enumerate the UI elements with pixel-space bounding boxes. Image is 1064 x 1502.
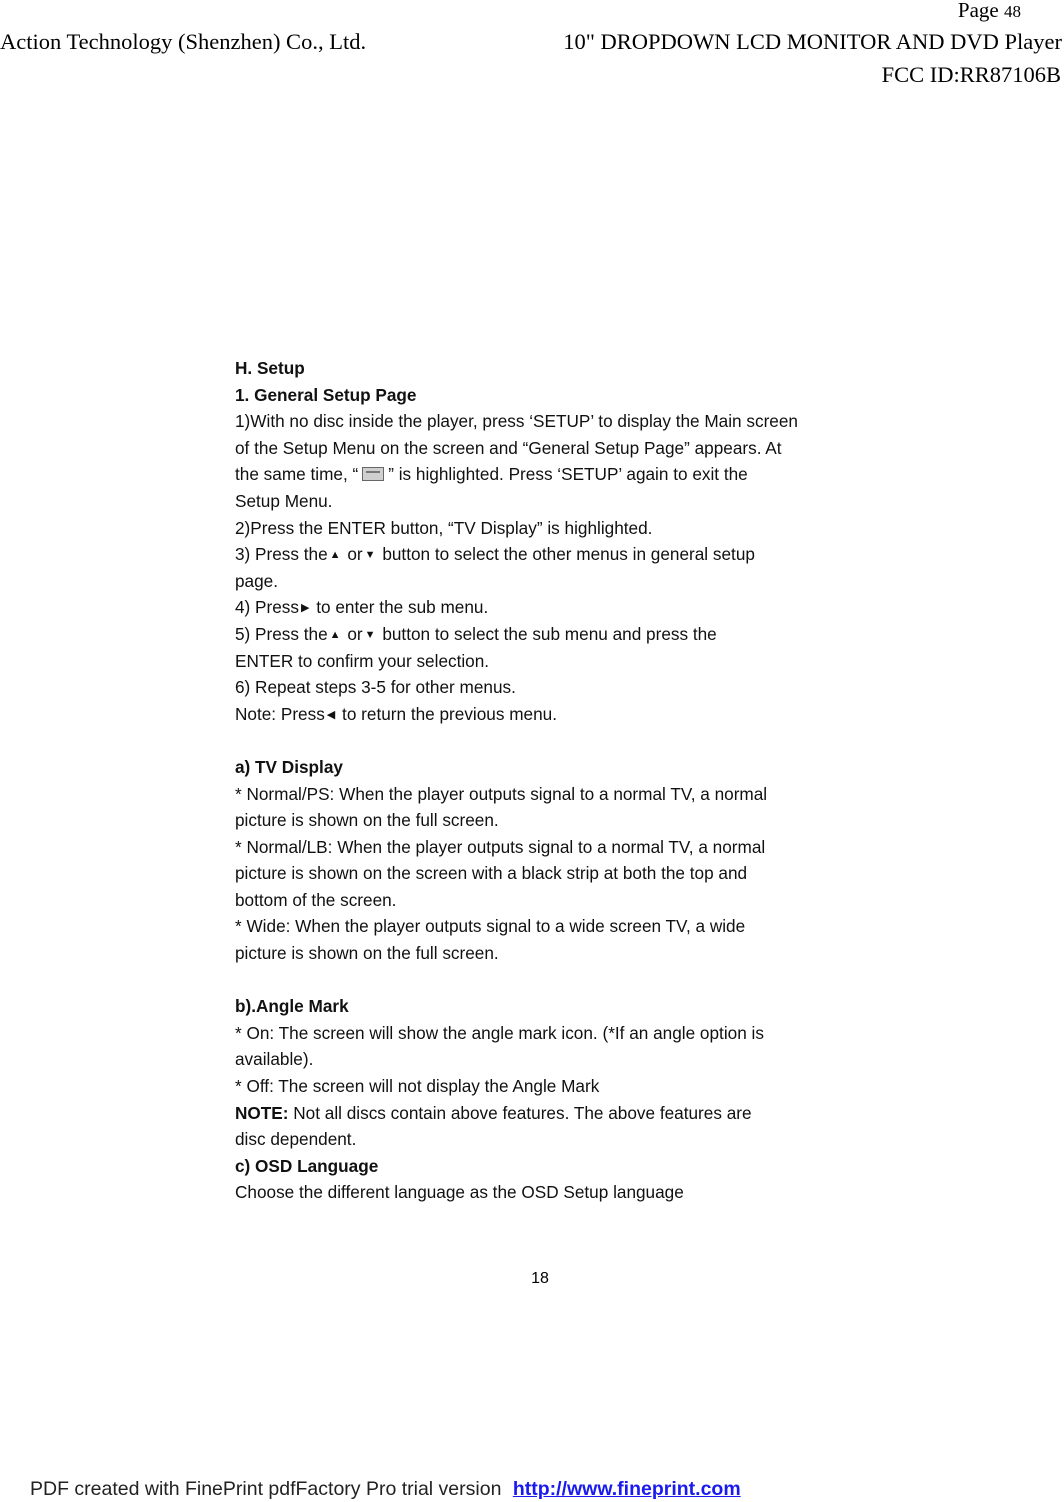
manual-page-number: 18 [531, 1270, 549, 1287]
text-fragment: ” is highlighted. Press ‘SETUP’ again to exit the [388, 464, 748, 485]
down-triangle-icon: ▼ [364, 628, 376, 641]
fineprint-link[interactable]: http://www.fineprint.com [512, 1478, 741, 1500]
text-fragment: Note: Press [235, 703, 325, 724]
text-fragment: to enter the sub menu. [316, 597, 489, 618]
setup-menu-icon [362, 467, 384, 481]
body-line: 6) Repeat steps 3-5 for other menus. [235, 677, 516, 698]
up-triangle-icon: ▲ [329, 628, 341, 641]
text-fragment: the same time, “ [235, 464, 359, 485]
body-line: picture is shown on the full screen. [235, 810, 499, 831]
down-triangle-icon: ▼ [364, 549, 376, 562]
pdf-footer [30, 1478, 741, 1501]
body-line [235, 461, 847, 488]
up-triangle-icon: ▲ [329, 549, 341, 562]
body-line: disc dependent. [235, 1129, 357, 1150]
subsection-heading: 1. General Setup Page [235, 384, 417, 405]
body-line [235, 701, 847, 728]
spacer [235, 967, 847, 994]
page-number: 48 [1004, 2, 1021, 21]
text-fragment: button to select the sub menu and press the [382, 623, 717, 644]
note-label: NOTE: [235, 1102, 289, 1123]
right-triangle-icon: ▶ [301, 602, 310, 615]
section-heading: H. Setup [235, 358, 305, 378]
body-line: available). [235, 1049, 314, 1070]
text-fragment: or [347, 623, 363, 644]
body-line: Setup Menu. [235, 490, 333, 511]
body-line: 1)With no disc inside the player, press ‘SETUP’ to display the Main screen [235, 411, 798, 432]
footer-text: PDF created with FinePrint pdfFactory Pro trial version [30, 1478, 502, 1500]
text-fragment: 4) Press [235, 597, 299, 618]
body-line: * Off: The screen will not display the Angle Mark [235, 1076, 600, 1097]
body-line: bottom of the screen. [235, 889, 397, 910]
body-line: picture is shown on the screen with a black strip at both the top and [235, 863, 748, 884]
product-title: 10" DROPDOWN LCD MONITOR AND DVD Player [563, 29, 1062, 54]
left-triangle-icon: ◀ [326, 708, 336, 721]
spacer [235, 727, 847, 754]
body-line: page. [235, 570, 279, 591]
manual-page-content [235, 355, 847, 1206]
subsection-heading: c) OSD Language [235, 1155, 379, 1176]
body-line: * On: The screen will show the angle mark icon. (*If an angle option is [235, 1022, 764, 1043]
text-fragment: 3) Press the [235, 544, 328, 565]
body-line: picture is shown on the full screen. [235, 943, 499, 964]
fcc-id: FCC ID:RR87106B [881, 62, 1061, 87]
subsection-heading: b).Angle Mark [235, 996, 349, 1017]
body-line [235, 594, 847, 621]
note-text: Not all discs contain above features. The above features are [288, 1102, 752, 1123]
body-line: * Normal/PS: When the player outputs signal to a normal TV, a normal [235, 783, 768, 804]
subsection-heading: a) TV Display [235, 756, 343, 777]
text-fragment: button to select the other menus in general setup [382, 544, 755, 565]
text-fragment: to return the previous menu. [342, 703, 558, 724]
body-line: * Wide: When the player outputs signal to a wide screen TV, a wide [235, 916, 746, 937]
header-page-label [958, 0, 1021, 23]
text-fragment: 5) Press the [235, 623, 328, 644]
body-line [235, 541, 847, 568]
body-line [235, 621, 847, 648]
page-label: Page [957, 0, 999, 22]
body-line: ENTER to confirm your selection. [235, 650, 490, 671]
body-line: * Normal/LB: When the player outputs signal to a normal TV, a normal [235, 836, 766, 857]
note-line [235, 1100, 847, 1127]
body-line: of the Setup Menu on the screen and “General Setup Page” appears. At [235, 437, 782, 458]
body-line: 2)Press the ENTER button, “TV Display” is highlighted. [235, 517, 653, 538]
body-line: Choose the different language as the OSD Setup language [235, 1182, 684, 1203]
text-fragment: or [347, 544, 363, 565]
company-name: Action Technology (Shenzhen) Co., Ltd. [0, 29, 367, 54]
